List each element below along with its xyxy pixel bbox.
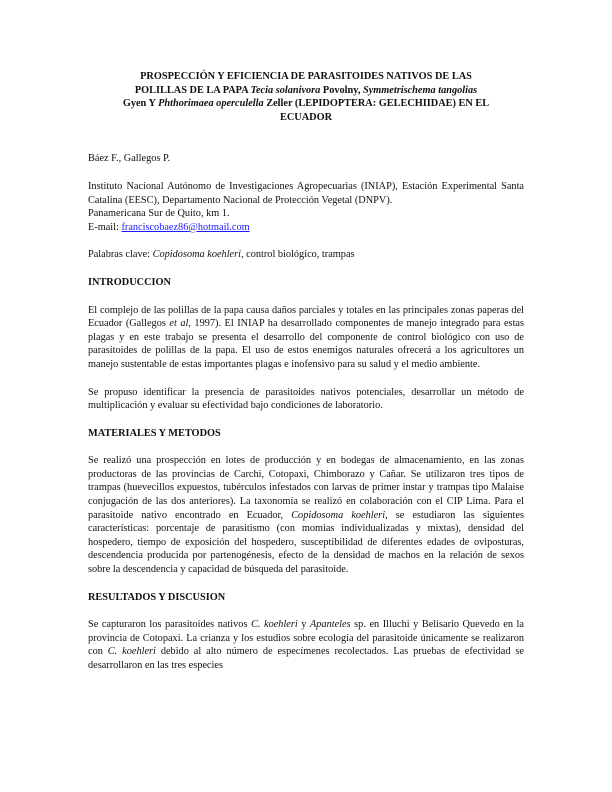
paper-title bbox=[88, 70, 524, 124]
affiliation-address: Panamericana Sur de Quito, km 1. bbox=[88, 208, 230, 220]
keywords: Palabras clave: Copidosoma koehleri, control biológico, trampas bbox=[88, 249, 355, 261]
affiliation-institute: Instituto Nacional Autónomo de Investigaciones Agropecuarias (INIAP), Estación Experimental Santa Catalina (EESC), Departamento Nacional de Protección Vegetal (DNPV). bbox=[88, 180, 524, 206]
authors: Báez F., Gallegos P. bbox=[88, 153, 171, 165]
title-line-1: PROSPECCIÓN Y EFICIENCIA DE PARASITOIDES NATIVOS DE LAS bbox=[140, 71, 472, 82]
title-line-2: POLILLAS DE LA PAPA Tecia solanivora Povolny, Symmetrischema tangolias bbox=[134, 84, 478, 96]
species-symmetrischema: Symmetrischema tangolias bbox=[362, 84, 478, 96]
intro-paragraph-2: Se propuso identificar la presencia de parasitoides nativos potenciales, desarrollar un método de multiplicación y evaluar su efectividad bajo condiciones de laboratorio. bbox=[88, 386, 524, 412]
affiliation-email-line: E-mail: franciscobaez86@hotmail.com bbox=[88, 221, 250, 233]
section-heading-methods: MATERIALES Y METODOS bbox=[88, 427, 221, 439]
species-phthorimaea: Phthorimaea operculella bbox=[158, 98, 264, 110]
email-link[interactable]: franciscobaez86@hotmail.com bbox=[121, 221, 250, 233]
title-line-4: ECUADOR bbox=[279, 111, 333, 123]
title-line-3: Gyen Y Phthorimaea operculella Zeller (LEPIDOPTERA: GELECHIIDAE) EN EL bbox=[122, 98, 490, 110]
section-heading-introduction: INTRODUCCION bbox=[88, 276, 171, 288]
results-paragraph-1: Se capturaron los parasitoides nativos C. koehleri y Apanteles sp. en Illuchi y Belisario Quevedo en la provincia de Cotopaxi. La crianza y los estudios sobre ecología del parasitoide únicamente se realizaron con C. koehleri debido al alto número de especímenes recolectados. Las pruebas de efectividad se desarrollaron en las tres especies bbox=[88, 619, 524, 671]
paper-page bbox=[88, 70, 524, 673]
intro-paragraph-1: El complejo de las polillas de la papa causa daños parciales y totales en las principales zonas paperas del Ecuador (Gallegos et al, 1997). El INIAP ha desarrollado componentes de manejo integrado para estas plagas y en este trabajo se presenta el desarrollo del componente de control biológico con uso de parasitoides de polillas de la papa. El uso de estos enemigos naturales ofrecerá a los agricultores un manejo sustentable de estas importantes plagas e inofensivo para su salud y el medio ambiente. bbox=[88, 304, 525, 370]
section-heading-results: RESULTADOS Y DISCUSION bbox=[88, 591, 226, 603]
methods-paragraph-1: Se realizó una prospección en lotes de producción y en bodegas de almacenamiento, en las zonas productoras de las provincias de Carchi, Cotopaxi, Chimborazo y Cañar. Se utilizaron tres tipos de trampas (huevecillos expuestos, tubérculos infestados con larvas de primer instar y trampas tipo Malaise conjugación de las dos anteriores). La taxonomía se realizó en colaboración con el CIP Lima. Para el parasitoide nativo encontrado en Ecuador, Copidosoma koehleri, se estudiaron las siguientes características: porcentaje de parasitismo (con momias individualizadas y mixtas), densidad del hospedero, tiempo de exposición del hospedero, susceptibilidad de diferentes edades de oviposturas, descendencia producida por partenogénesis, efecto de la densidad de machos en la relación de sexos sobre la descendencia y capacidad de búsqueda del parasitoide. bbox=[88, 455, 524, 576]
species-tecia: Tecia solanivora bbox=[250, 84, 321, 96]
